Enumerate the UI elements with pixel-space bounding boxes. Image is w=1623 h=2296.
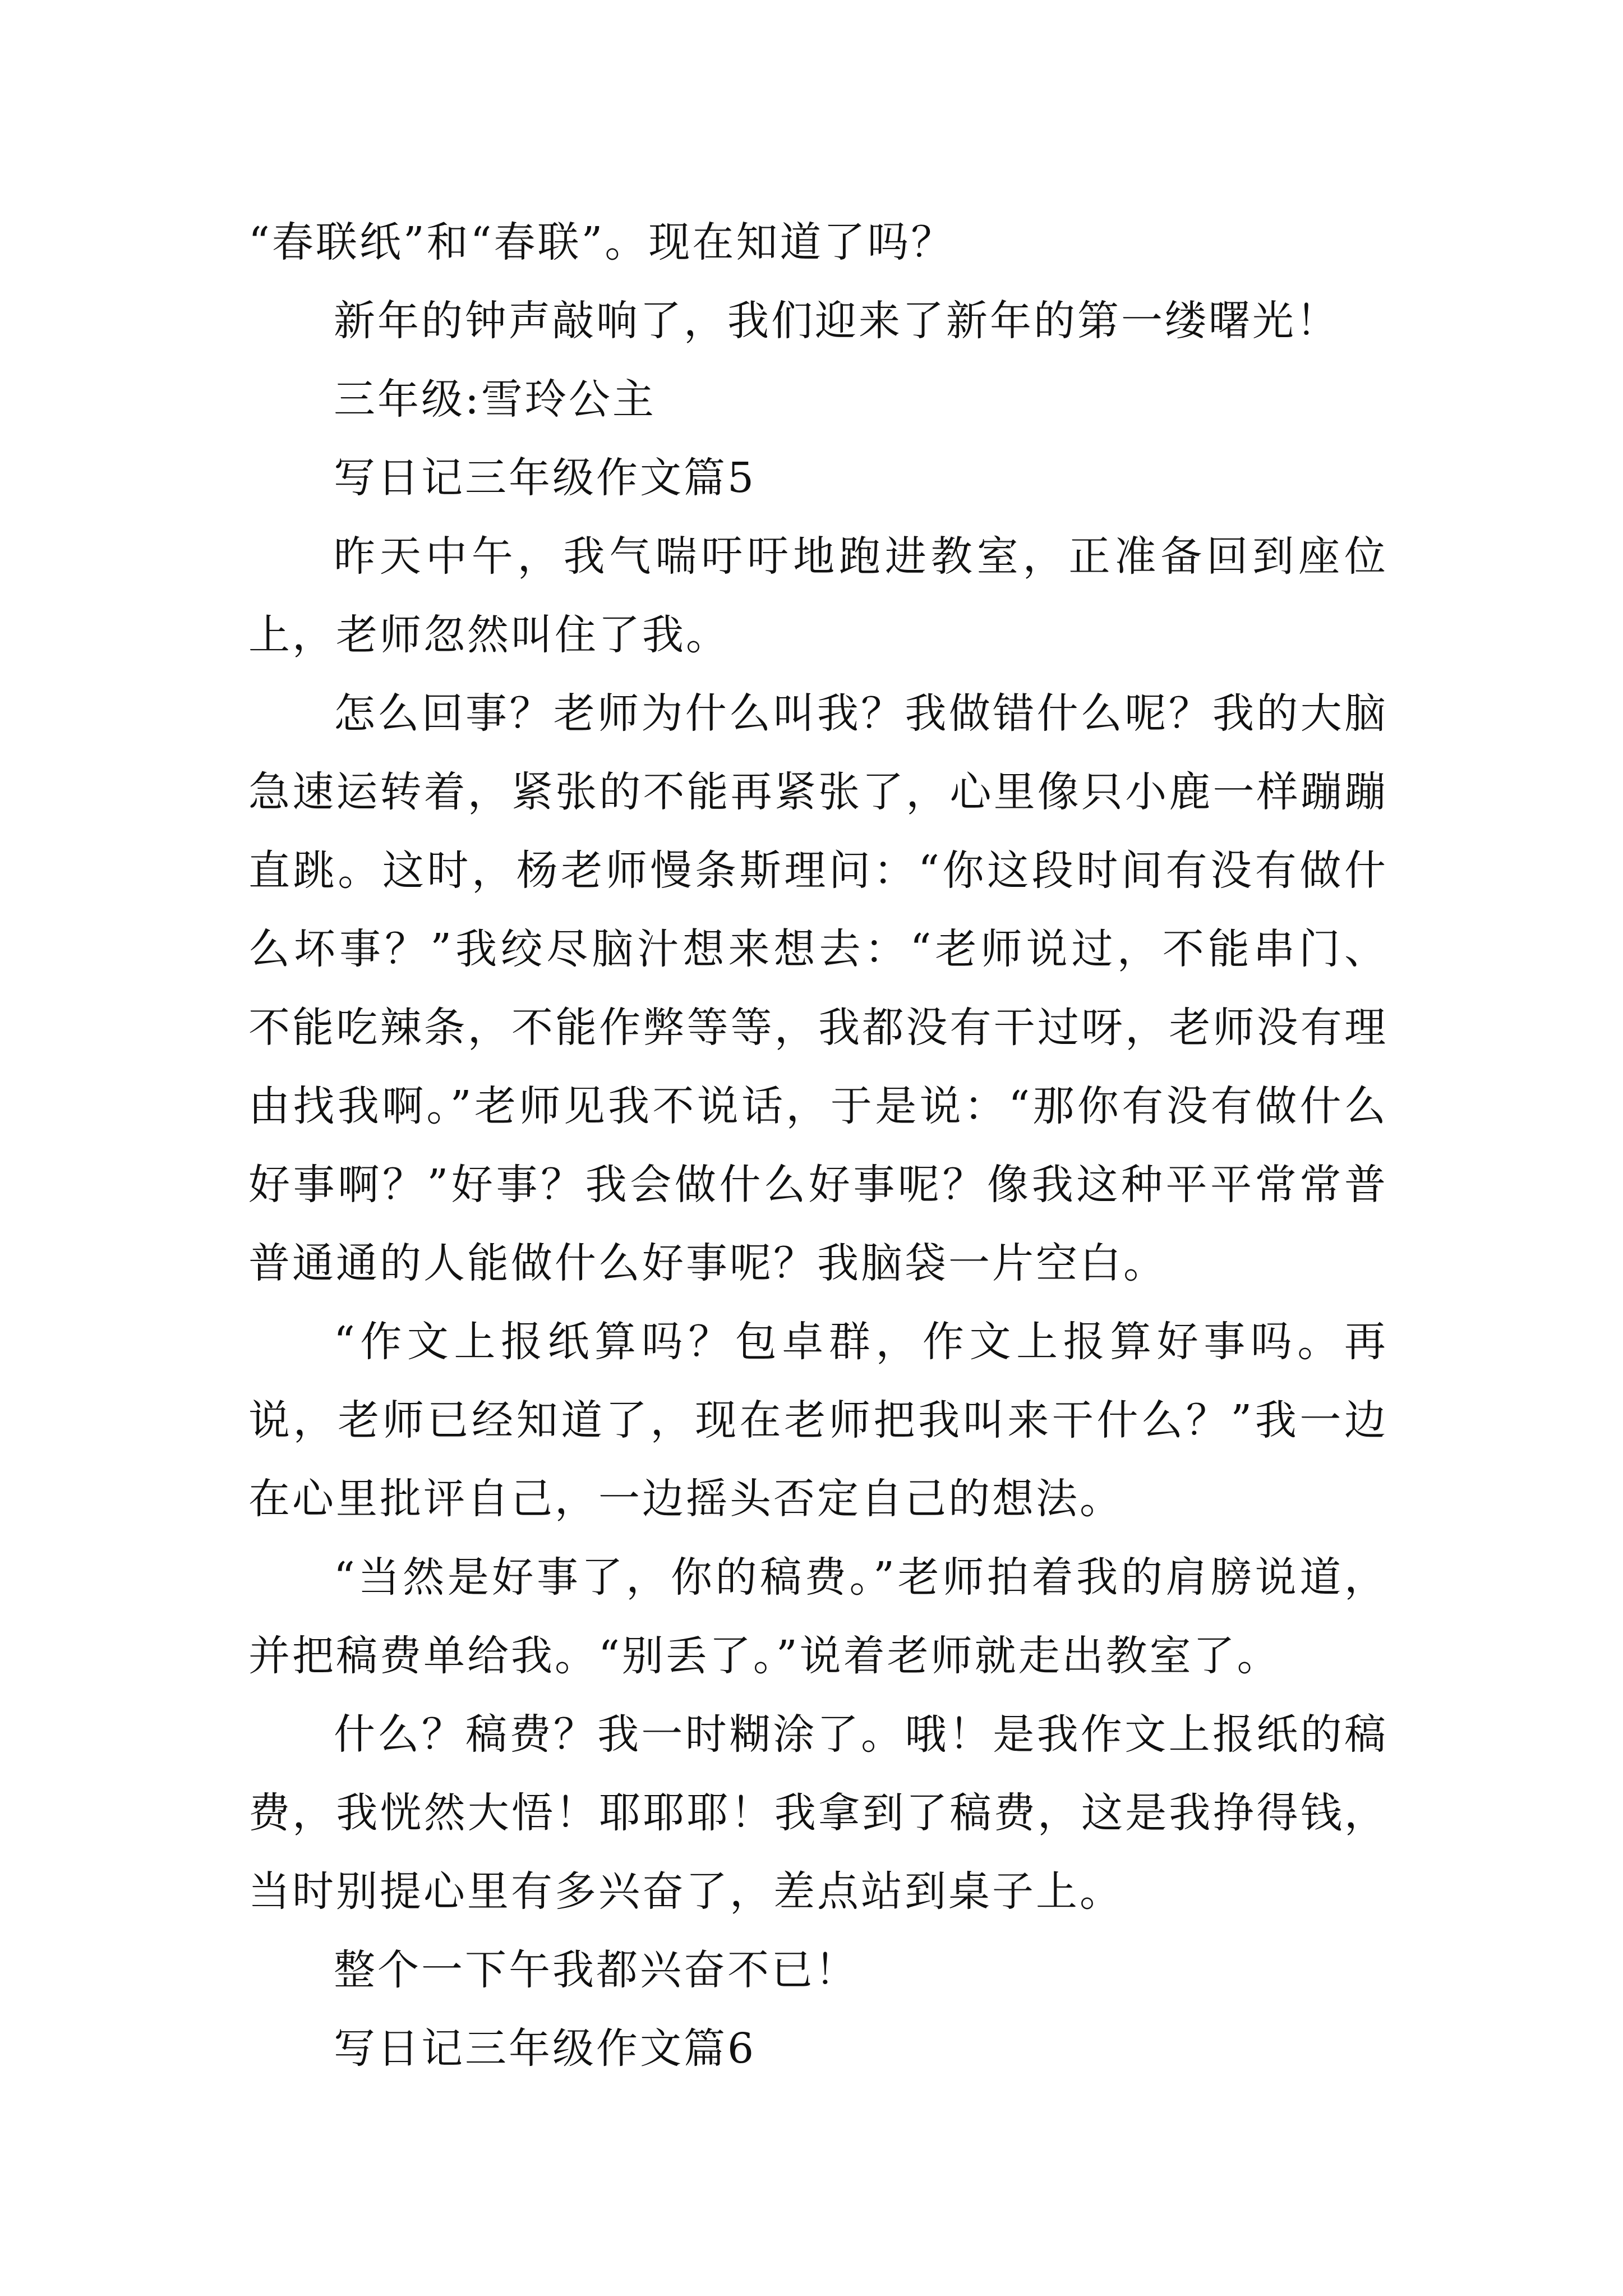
paragraph-continuation: “春联纸”和“春联”。现在知道了吗？ (248, 218, 955, 266)
paragraph: 什么？稿费？我一时糊涂了。哦！是我作文上报纸的稿费，我恍然大悟！耶耶耶！我拿到了稿费，这是我挣得钱，当时别提心里有多兴奋了，差点站到桌子上。 (248, 1710, 1388, 1916)
paragraph: “当然是好事了，你的稿费。”老师拍着我的肩膀说道，并把稿费单给我。“别丢了。”说着老师就走出教室了。 (248, 1553, 1388, 1680)
paragraph: 新年的钟声敲响了，我们迎来了新年的第一缕曙光！ (334, 297, 1340, 345)
paragraph: 怎么回事？老师为什么叫我？我做错什么呢？我的大脑急速运转着，紧张的不能再紧张了，心里像只小鹿一样蹦蹦直跳。这时，杨老师慢条斯理问：“你这段时间有没有做什么坏事？”我绞尽脑汁想来想去：“老师说过，不能串门、不能吃辣条，不能作弊等等，我都没有干过呀，老师没有理由找我啊。”老师见我不说话，于是说：“那你有没有做什么好事啊？”好事？我会做什么好事呢？像我这种平平常常普普通通的人能做什么好事呢？我脑袋一片空白。 (248, 689, 1388, 1287)
paragraph: 整个一下午我都兴奋不已！ (334, 1946, 859, 1994)
paragraph: 昨天中午，我气喘吁吁地跑进教室，正准备回到座位上，老师忽然叫住了我。 (248, 532, 1388, 659)
author-line: 三年级:雪玲公主 (334, 375, 656, 424)
document-body (248, 203, 1388, 2088)
section-heading: 写日记三年级作文篇5 (334, 454, 757, 502)
paragraph: “作文上报纸算吗？包卓群，作文上报算好事吗。再说，老师已经知道了，现在老师把我叫来干什么？”我一边在心里批评自己，一边摇头否定自己的想法。 (248, 1318, 1388, 1523)
section-heading: 写日记三年级作文篇6 (334, 2024, 757, 2073)
